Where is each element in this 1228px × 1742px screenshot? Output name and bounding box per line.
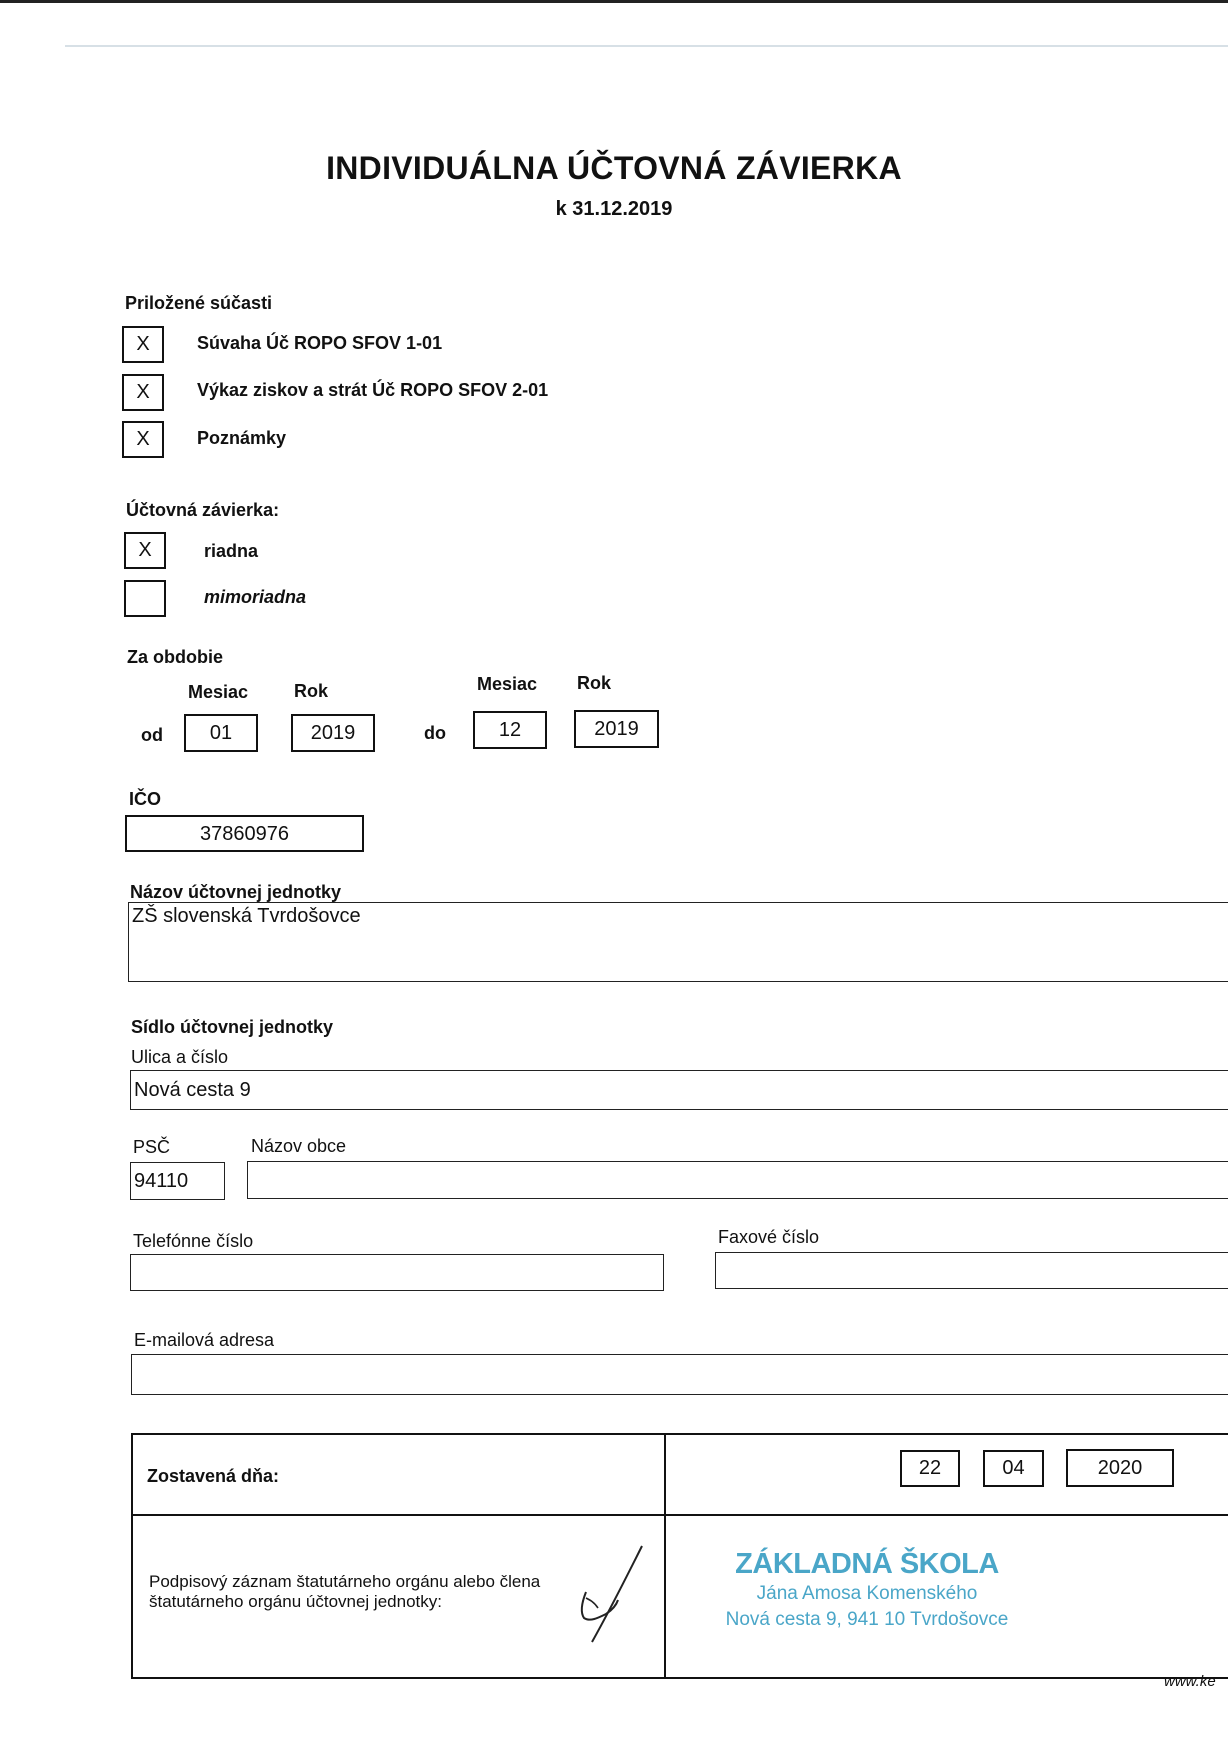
compiled-month-field[interactable]: 04 bbox=[983, 1450, 1044, 1487]
closing-type-heading: Účtovná závierka: bbox=[126, 500, 280, 520]
phone-field[interactable] bbox=[130, 1254, 664, 1291]
compiled-day-field[interactable]: 22 bbox=[900, 1450, 960, 1487]
psc-label: PSČ bbox=[133, 1137, 171, 1157]
label-poznamky: Poznámky bbox=[197, 428, 287, 448]
label-riadna: riadna bbox=[204, 541, 259, 561]
signature-scribble bbox=[540, 1540, 650, 1650]
from-year-field[interactable]: 2019 bbox=[291, 714, 375, 752]
label-vykaz: Výkaz ziskov a strát Úč ROPO SFOV 2-01 bbox=[197, 380, 549, 400]
fax-label: Faxové číslo bbox=[718, 1227, 820, 1247]
header-rule bbox=[65, 45, 1228, 47]
fax-field[interactable] bbox=[715, 1252, 1228, 1289]
stamp-line2: Jána Amosa Komenského bbox=[756, 1583, 978, 1604]
period-heading: Za obdobie bbox=[127, 647, 223, 667]
checkbox-riadna[interactable]: X bbox=[124, 532, 166, 569]
compiled-label: Zostavená dňa: bbox=[147, 1466, 280, 1486]
psc-field[interactable]: 94110 bbox=[130, 1162, 225, 1200]
city-label: Názov obce bbox=[251, 1136, 347, 1156]
signature-caption-line1: Podpisový záznam štatutárneho orgánu alebo člena bbox=[149, 1572, 541, 1591]
entity-name-label: Názov účtovnej jednotky bbox=[130, 882, 342, 902]
signature-caption-line2: štatutárneho orgánu účtovnej jednotky: bbox=[149, 1592, 442, 1611]
school-stamp bbox=[712, 1548, 1022, 1631]
from-month-label: Mesiac bbox=[188, 682, 249, 702]
to-year-label: Rok bbox=[577, 673, 612, 693]
from-label: od bbox=[141, 725, 163, 745]
table-middle-border bbox=[664, 1433, 666, 1679]
signature-caption bbox=[149, 1572, 540, 1612]
ico-field[interactable]: 37860976 bbox=[125, 815, 364, 852]
checkbox-poznamky[interactable]: X bbox=[122, 421, 164, 458]
phone-label: Telefónne číslo bbox=[133, 1231, 254, 1251]
to-label: do bbox=[424, 723, 446, 743]
stamp-line3: Nová cesta 9, 941 10 Tvrdošovce bbox=[725, 1609, 1009, 1630]
compiled-year-field[interactable]: 2020 bbox=[1066, 1449, 1174, 1487]
address-heading: Sídlo účtovnej jednotky bbox=[131, 1017, 334, 1037]
from-month-field[interactable]: 01 bbox=[184, 714, 258, 752]
footer-url: www.ke bbox=[1164, 1673, 1216, 1690]
document-title: INDIVIDUÁLNA ÚČTOVNÁ ZÁVIERKA bbox=[326, 150, 902, 186]
email-label: E-mailová adresa bbox=[134, 1330, 275, 1350]
label-suvaha: Súvaha Úč ROPO SFOV 1-01 bbox=[197, 333, 443, 353]
label-mimoriadna: mimoriadna bbox=[204, 587, 307, 607]
from-year-label: Rok bbox=[294, 681, 329, 701]
table-row-divider bbox=[131, 1514, 1228, 1516]
table-top-border bbox=[131, 1433, 1228, 1435]
email-field[interactable] bbox=[131, 1354, 1228, 1395]
stamp-line1: ZÁKLADNÁ ŠKOLA bbox=[735, 1548, 999, 1580]
street-field[interactable]: Nová cesta 9 bbox=[130, 1070, 1228, 1110]
components-heading: Priložené súčasti bbox=[125, 293, 273, 313]
checkbox-suvaha[interactable]: X bbox=[122, 326, 164, 363]
table-bottom-border bbox=[131, 1677, 1228, 1679]
checkbox-mimoriadna[interactable] bbox=[124, 580, 166, 617]
entity-name-field[interactable]: ZŠ slovenská Tvrdošovce bbox=[128, 902, 1228, 982]
to-month-field[interactable]: 12 bbox=[473, 711, 547, 749]
checkbox-vykaz[interactable]: X bbox=[122, 374, 164, 411]
to-month-label: Mesiac bbox=[477, 674, 538, 694]
city-field[interactable] bbox=[247, 1161, 1228, 1199]
table-left-border bbox=[131, 1433, 133, 1679]
top-border bbox=[0, 0, 1228, 3]
street-label: Ulica a číslo bbox=[131, 1047, 229, 1067]
document-subtitle: k 31.12.2019 bbox=[555, 198, 673, 220]
to-year-field[interactable]: 2019 bbox=[574, 710, 659, 748]
ico-label: IČO bbox=[129, 789, 162, 809]
